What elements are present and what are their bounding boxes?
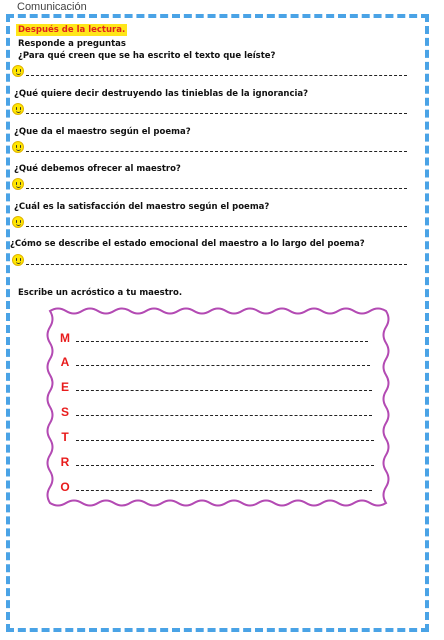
acrostic-instruction: Escribe un acróstico a tu maestro.: [18, 288, 183, 298]
question-5: ¿Cuál es la satisfacción del maestro según el poema?: [14, 202, 270, 212]
smiley-face-icon: [12, 141, 24, 153]
acrostic-line-6[interactable]: [76, 465, 374, 466]
answer-line-4[interactable]: [26, 188, 407, 189]
acrostic-letter-a: A: [60, 355, 70, 369]
smiley-face-icon: [12, 254, 24, 266]
acrostic-line-2[interactable]: [76, 365, 370, 366]
answer-line-3[interactable]: [26, 151, 407, 152]
acrostic-line-4[interactable]: [76, 415, 372, 416]
acrostic-letter-m: M: [60, 331, 70, 345]
subtitle: Responde a preguntas: [18, 39, 126, 49]
subject-header: Comunicación: [17, 1, 87, 13]
acrostic-line-3[interactable]: [76, 390, 372, 391]
question-3: ¿Que da el maestro según el poema?: [14, 127, 191, 137]
smiley-face-icon: [12, 178, 24, 190]
question-1: ¿Para qué creen que se ha escrito el texto que leíste?: [18, 51, 276, 61]
question-4: ¿Qué debemos ofrecer al maestro?: [14, 164, 181, 174]
acrostic-line-5[interactable]: [76, 440, 374, 441]
acrostic-letter-o: O: [60, 480, 70, 494]
acrostic-box: [40, 305, 398, 511]
acrostic-letter-s: S: [60, 405, 69, 419]
question-2: ¿Qué quiere decir destruyendo las tinieblas de la ignorancia?: [14, 89, 309, 99]
acrostic-letter-t: T: [61, 430, 69, 444]
smiley-face-icon: [12, 216, 24, 228]
acrostic-line-7[interactable]: [76, 490, 372, 491]
answer-line-2[interactable]: [26, 113, 407, 114]
answer-line-1[interactable]: [26, 75, 407, 76]
acrostic-letter-r: R: [60, 455, 70, 469]
acrostic-letter-e: E: [60, 380, 69, 394]
answer-line-6[interactable]: [26, 264, 407, 265]
acrostic-line-1[interactable]: [76, 341, 368, 342]
smiley-face-icon: [12, 103, 24, 115]
section-title: Después de la lectura.: [18, 25, 126, 35]
question-6: ¿Cómo se describe el estado emocional del maestro a lo largo del poema?: [10, 239, 365, 249]
wavy-border: [40, 305, 398, 511]
smiley-face-icon: [12, 65, 24, 77]
answer-line-5[interactable]: [26, 226, 407, 227]
